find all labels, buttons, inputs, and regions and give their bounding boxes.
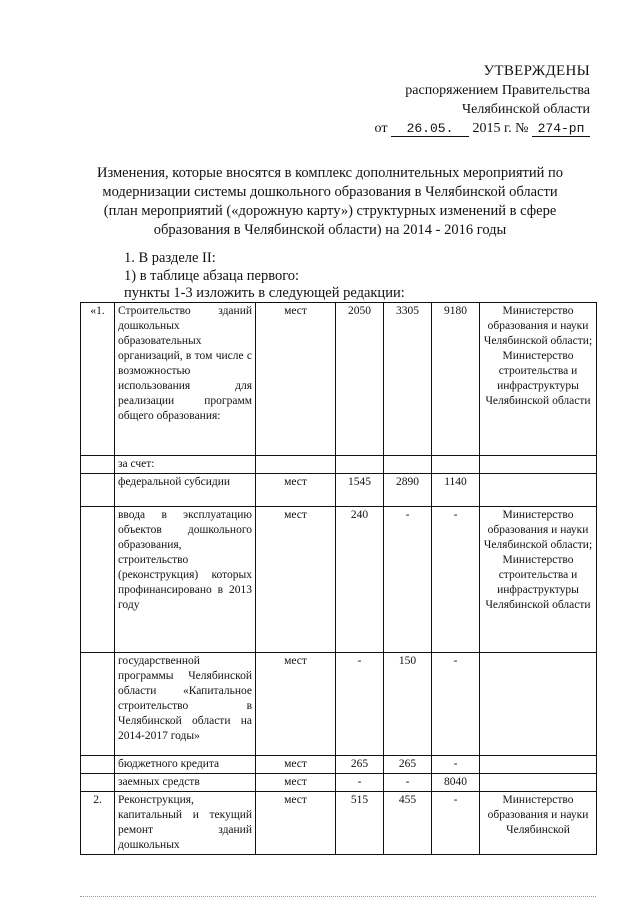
measure-name-cell: Строительство зданий дошкольных образовательных организаций, в том числе с возможностью использования для реализации программ общего образования: [115, 303, 256, 456]
responsible-cell: Министерство образования и науки Челябинской [480, 792, 597, 855]
heading-line: Изменения, которые вносятся в комплекс дополнительных мероприятий по [97, 165, 563, 181]
heading-line: образования в Челябинской области) на 2014 - 2016 годы [153, 222, 507, 238]
value-2014-cell: 265 [336, 756, 384, 774]
value-2014-cell [336, 456, 384, 474]
number-value: 274-рп [532, 121, 590, 137]
measure-name-cell: Реконструкция, капитальный и текущий ремонт зданий дошкольных [115, 792, 256, 855]
heading-line: модернизации системы дошкольного образования в Челябинской области [102, 184, 558, 200]
responsible-cell [480, 774, 597, 792]
value-2015-cell: - [384, 774, 432, 792]
value-2015-cell: - [384, 507, 432, 653]
heading-line: (план мероприятий («дорожную карту») структурных изменений в сфере [103, 203, 557, 219]
value-2014-cell: - [336, 653, 384, 756]
row-number-cell [81, 456, 115, 474]
table-row [81, 507, 597, 653]
approval-block [330, 62, 590, 138]
table-row [81, 303, 597, 456]
unit-cell [256, 456, 336, 474]
value-2016-cell: - [432, 653, 480, 756]
value-2015-cell: 455 [384, 792, 432, 855]
row-number-cell [81, 756, 115, 774]
approval-title: УТВЕРЖДЕНЫ [483, 63, 590, 79]
value-2016-cell: 8040 [432, 774, 480, 792]
responsible-cell: Министерство образования и науки Челябинской области; Министерство строительства и инфраструктуры Челябинской области [480, 507, 597, 653]
value-2014-cell: 515 [336, 792, 384, 855]
unit-cell: мест [256, 774, 336, 792]
value-2016-cell [432, 456, 480, 474]
responsible-cell [480, 474, 597, 507]
responsible-cell: Министерство образования и науки Челябинской области; Министерство строительства и инфраструктуры Челябинской области [480, 303, 597, 456]
value-2016-cell: - [432, 756, 480, 774]
table-row [81, 456, 597, 474]
value-2016-cell: 1140 [432, 474, 480, 507]
value-2015-cell: 2890 [384, 474, 432, 507]
value-2015-cell: 265 [384, 756, 432, 774]
unit-cell: мест [256, 474, 336, 507]
table-row [81, 792, 597, 855]
date-value: 26.05. [391, 121, 469, 137]
row-number-cell: 2. [81, 792, 115, 855]
measure-name-cell: заемных средств [115, 774, 256, 792]
row-number-cell [81, 653, 115, 756]
value-2016-cell: 9180 [432, 303, 480, 456]
approval-line-2: Челябинской области [462, 102, 590, 117]
unit-cell: мест [256, 792, 336, 855]
intro-block [124, 250, 405, 303]
document-heading [70, 164, 590, 240]
row-number-cell: «1. [81, 303, 115, 456]
intro-line-1: 1. В разделе II: [124, 250, 216, 266]
measure-name-cell: федеральной субсидии [115, 474, 256, 507]
unit-cell: мест [256, 756, 336, 774]
measure-name-cell: государственной программы Челябинской области «Капитальное строительство в Челябинской области на 2014-2017 годы» [115, 653, 256, 756]
measures-table [80, 302, 597, 855]
approval-line-1: распоряжением Правительства [405, 83, 590, 98]
value-2015-cell [384, 456, 432, 474]
measure-name-cell: ввода в эксплуатацию объектов дошкольного образования, строительство (реконструкция) которых профинансировано в 2013 году [115, 507, 256, 653]
value-2015-cell: 150 [384, 653, 432, 756]
table-row [81, 756, 597, 774]
unit-cell: мест [256, 507, 336, 653]
year-text: 2015 г. [472, 121, 512, 136]
page-edge-divider [80, 896, 596, 897]
table-row [81, 653, 597, 756]
value-2014-cell: 2050 [336, 303, 384, 456]
intro-line-3: пункты 1-3 изложить в следующей редакции: [124, 285, 405, 301]
row-number-cell [81, 474, 115, 507]
intro-line-2: 1) в таблице абзаца первого: [124, 267, 300, 284]
row-number-cell [81, 774, 115, 792]
measure-name-cell: за счет: [115, 456, 256, 474]
value-2014-cell: 1545 [336, 474, 384, 507]
unit-cell: мест [256, 303, 336, 456]
responsible-cell [480, 456, 597, 474]
value-2014-cell: 240 [336, 507, 384, 653]
table-row [81, 774, 597, 792]
table-row [81, 474, 597, 507]
value-2015-cell: 3305 [384, 303, 432, 456]
table-body [81, 303, 597, 855]
date-prefix: от [374, 121, 388, 136]
number-prefix: № [515, 121, 529, 136]
row-number-cell [81, 507, 115, 653]
value-2016-cell: - [432, 507, 480, 653]
approval-date-line [330, 119, 590, 138]
value-2016-cell: - [432, 792, 480, 855]
responsible-cell [480, 653, 597, 756]
value-2014-cell: - [336, 774, 384, 792]
measure-name-cell: бюджетного кредита [115, 756, 256, 774]
unit-cell: мест [256, 653, 336, 756]
responsible-cell [480, 756, 597, 774]
